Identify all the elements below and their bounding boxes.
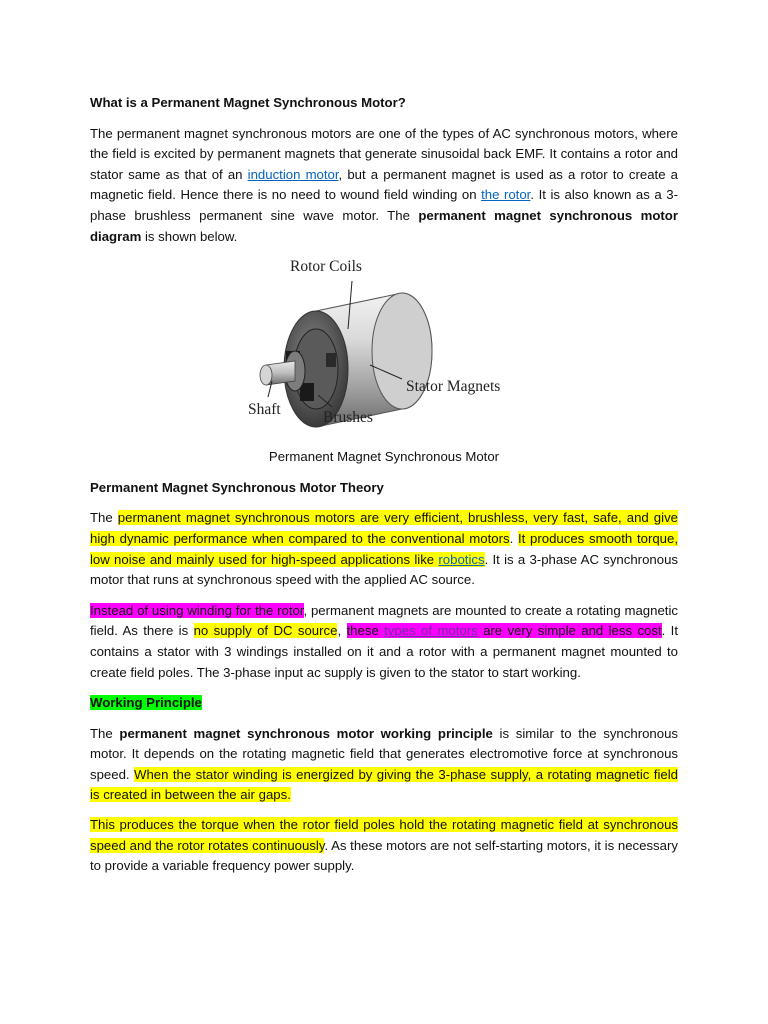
rotor-text-3: . It contains a stator with 3 windings installed on it and a rotor with a permanent magnet mounted to create field poles. The 3-phase input ac supply is given to the stator to start working. (90, 623, 678, 680)
torque-paragraph (90, 815, 678, 877)
theory-paragraph (90, 508, 678, 590)
rotor-text-2: , (337, 623, 347, 639)
working-bold-principle: permanent magnet synchronous motor working principle (119, 725, 493, 741)
the-rotor-link[interactable]: the rotor (481, 187, 531, 203)
intro-text-3: . It is also known as a 3-phase brushless permanent sine wave motor. The (90, 187, 679, 223)
rotor-text-1: , permanent magnets are mounted to create a rotating magnetic field. As there is (90, 602, 678, 639)
theory-highlight-efficient: permanent magnet synchronous motors are very efficient, brushless, very fast, safe, and give high dynamic performance when compared to the conventional motors (90, 510, 678, 546)
label-brushes: Brushes (323, 409, 373, 427)
working-principle-highlight: Working Principle (90, 695, 202, 711)
heading-pmsm-theory: Permanent Magnet Synchronous Motor Theory (90, 479, 384, 495)
intro-text-2: , but a permanent magnet is used as a rotor to create a magnetic field. Hence there is no need to wound field winding on (90, 166, 679, 203)
torque-text-1: . As these motors are not self-starting motors, it is necessary to provide a variable frequency power supply. (90, 837, 678, 874)
rotor-highlight-dc: no supply of DC source (193, 623, 338, 639)
label-shaft: Shaft (248, 401, 281, 419)
label-stator-magnets: Stator Magnets (406, 378, 501, 396)
theory-highlight-torque: It produces smooth torque, low noise and mainly used for high-speed applications like (90, 530, 678, 567)
types-of-motors-link[interactable]: types of motors (384, 623, 478, 639)
intro-bold-diagram: permanent magnet synchronous motor diagram (90, 207, 678, 244)
theory-text-1: The (90, 510, 118, 526)
figure-caption: Permanent Magnet Synchronous Motor (268, 449, 500, 465)
robotics-link[interactable]: robotics (438, 551, 485, 567)
working-text-2: is similar to the synchronous motor. It depends on the rotating magnetic field that generates electromotive force at synchronous speed. (90, 725, 679, 782)
heading-what-is-pmsm: What is a Permanent Magnet Synchronous Motor? (90, 95, 406, 110)
pmsm-diagram (90, 257, 678, 439)
motor-illustration (90, 257, 678, 439)
brush-block-right (326, 353, 336, 367)
working-paragraph (90, 724, 678, 806)
working-highlight-stator: When the stator winding is energized by giving the 3-phase supply, a rotating magnetic field is created in between the air gaps. (90, 766, 678, 803)
intro-text-4: is shown below. (141, 228, 238, 244)
intro-text-1: The permanent magnet synchronous motors are one of the types of AC synchronous motors, where the field is excited by permanent magnets that generate sinusoidal back EMF. It contains a rotor and stator same as that of an (90, 125, 678, 182)
heading-working-principle (90, 693, 678, 714)
theory-text-2: . (509, 530, 518, 546)
shaft-end (260, 365, 272, 385)
working-text-1: The (90, 725, 120, 741)
document-content (90, 93, 678, 877)
torque-highlight: This produces the torque when the rotor field poles hold the rotating magnetic field at synchronous speed and the rotor rotates continuously (90, 817, 678, 853)
induction-motor-link[interactable]: induction motor (247, 166, 339, 182)
rotor-highlight-these: these (346, 623, 385, 639)
rotor-highlight-winding: Instead of using winding for the rotor (90, 602, 304, 618)
theory-text-3: . It is a 3-phase AC synchronous motor that runs at synchronous speed with the applied AC source. (90, 551, 678, 588)
rotor-paragraph (90, 601, 678, 683)
label-rotor-coils: Rotor Coils (290, 258, 362, 276)
rotor-highlight-cost: are very simple and less cost (477, 623, 662, 639)
intro-paragraph (90, 124, 678, 248)
